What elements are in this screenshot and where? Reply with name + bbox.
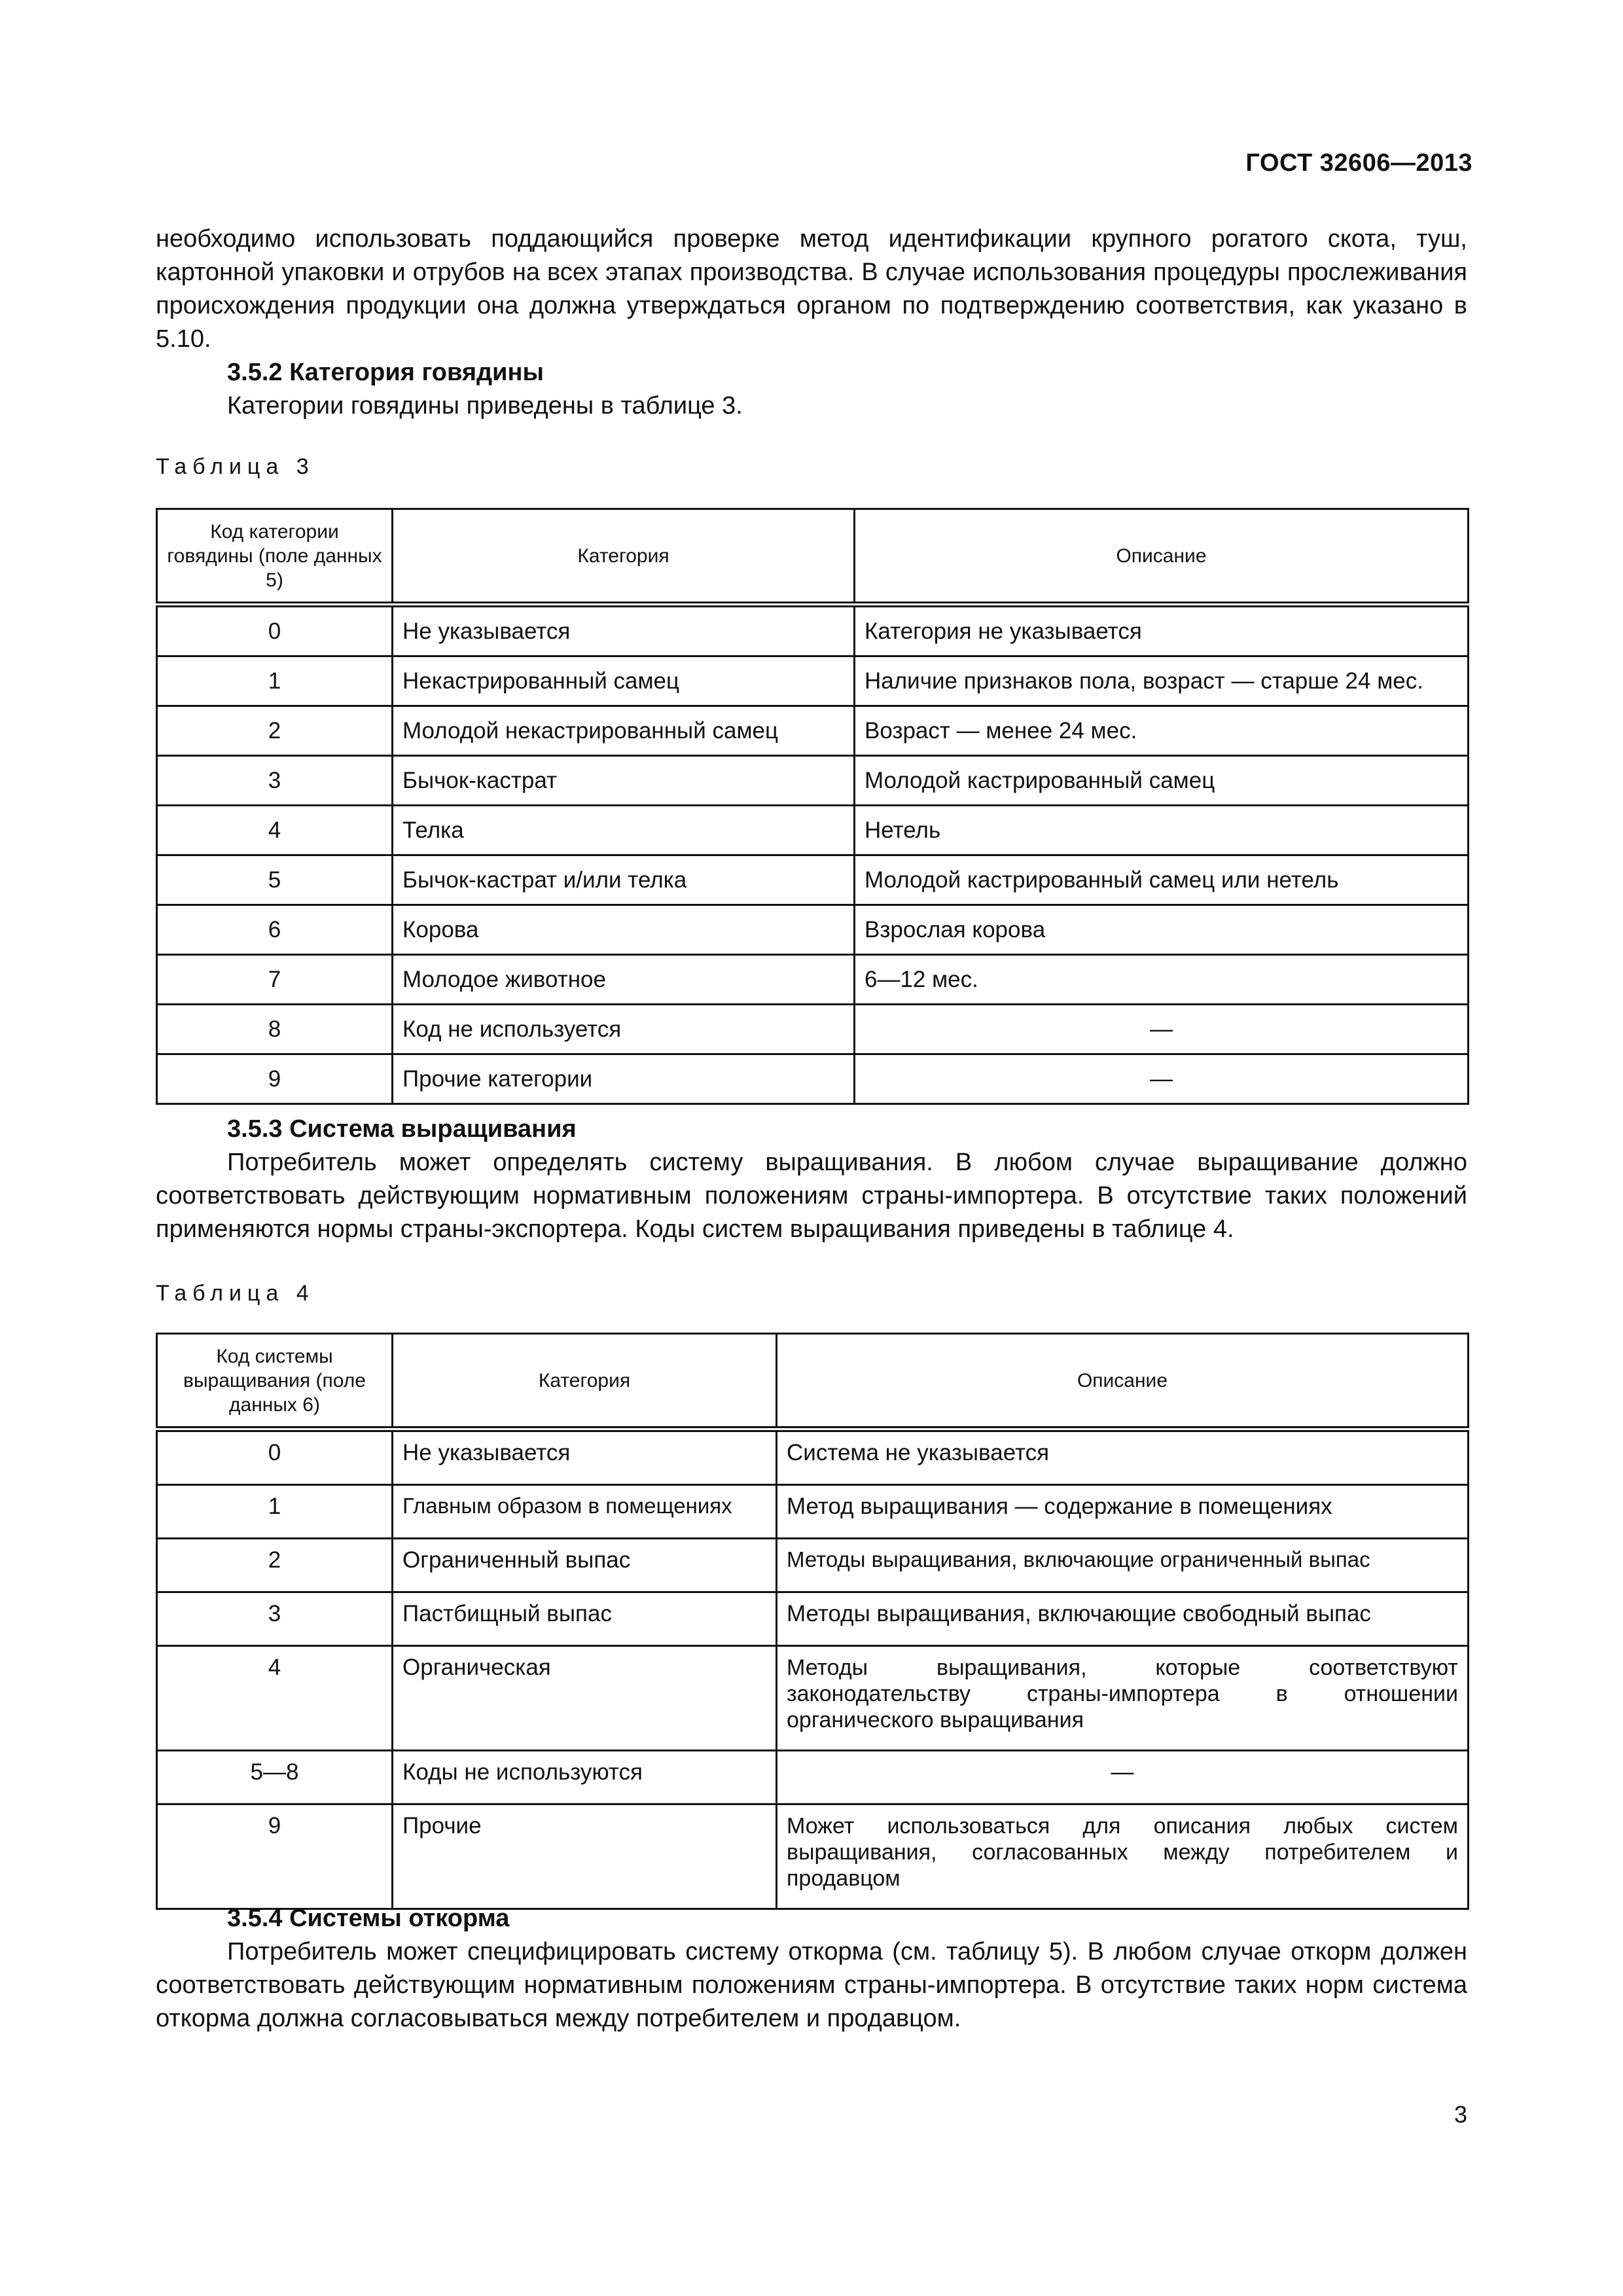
page-number: 3 <box>1454 2101 1467 2128</box>
code-cell: 9 <box>157 1054 393 1104</box>
description-cell: 6—12 мес. <box>855 955 1469 1005</box>
description-cell: Молодой кастрированный самец <box>855 756 1469 806</box>
table-3 <box>156 508 1469 1105</box>
category-cell: Молодой некастрированный самец <box>393 706 855 756</box>
code-cell: 4 <box>157 806 393 855</box>
section-3-5-3-text: Потребитель может определять систему выращивания. В любом случае выращивание должно соответствовать действующим нормативным положениям страны-импортера. В отсутствие таких положений применяются нормы страны-экспортера. Коды систем выращивания приведены в таблице 4. <box>156 1149 1467 1243</box>
table-row <box>157 1429 1469 1485</box>
category-cell: Органическая <box>393 1646 777 1751</box>
category-cell: Главным образом в помещениях <box>393 1485 777 1539</box>
code-cell: 8 <box>157 1005 393 1054</box>
code-cell: 0 <box>157 605 393 656</box>
table-row <box>157 706 1469 756</box>
description-cell: Методы выращивания, включающие ограниченный выпас <box>777 1539 1469 1592</box>
category-cell: Бычок-кастрат и/или телка <box>393 855 855 905</box>
table-row <box>157 1485 1469 1539</box>
description-cell: Система не указывается <box>777 1429 1469 1485</box>
code-cell: 1 <box>157 1485 393 1539</box>
section-3-5-4-heading: 3.5.4 Системы откорма <box>227 1905 510 1932</box>
table-4-header-category: Категория <box>393 1334 777 1429</box>
table-3-label: Таблица 3 <box>156 454 315 479</box>
category-cell: Код не используется <box>393 1005 855 1054</box>
section-3-5-3-heading: 3.5.3 Система выращивания <box>227 1115 577 1143</box>
category-cell: Корова <box>393 905 855 955</box>
code-cell: 1 <box>157 656 393 706</box>
description-cell: Может использоваться для описания любых систем выращивания, согласованных между потребителем и продавцом <box>777 1804 1469 1909</box>
category-cell: Ограниченный выпас <box>393 1539 777 1592</box>
category-cell: Телка <box>393 806 855 855</box>
table-row <box>157 1539 1469 1592</box>
table-3-header-code: Код категории говядины (поле данных 5) <box>157 509 393 605</box>
table-row <box>157 656 1469 706</box>
intro-section <box>156 223 1467 423</box>
table-3-header-description: Описание <box>855 509 1469 605</box>
description-cell: Методы выращивания, которые соответствуют законодательству страны-импортера в отношении органического выращивания <box>777 1646 1469 1751</box>
category-cell: Молодое животное <box>393 955 855 1005</box>
document-id: ГОСТ 32606—2013 <box>1245 149 1472 177</box>
code-cell: 2 <box>157 1539 393 1592</box>
table-row <box>157 1592 1469 1646</box>
description-cell: — <box>777 1751 1469 1804</box>
description-cell: Возраст — менее 24 мес. <box>855 706 1469 756</box>
category-cell: Прочие категории <box>393 1054 855 1104</box>
table-row <box>157 1804 1469 1909</box>
section-3-5-4-text: Потребитель может специфицировать систему откорма (см. таблицу 5). В любом случае откорм должен соответствовать действующим нормативным положениям страны-импортера. В отсутствие таких норм система откорма должна согласовываться между потребителем и продавцом. <box>156 1938 1467 2032</box>
table-4-header-code: Код системы выращивания (поле данных 6) <box>157 1334 393 1429</box>
category-cell: Бычок-кастрат <box>393 756 855 806</box>
table-4 <box>156 1333 1469 1910</box>
description-cell: — <box>855 1005 1469 1054</box>
section-3-5-4 <box>156 1902 1467 2036</box>
table-row <box>157 806 1469 855</box>
description-cell: Молодой кастрированный самец или нетель <box>855 855 1469 905</box>
table-4-label: Таблица 4 <box>156 1281 315 1306</box>
section-3-5-2-text: Категории говядины приведены в таблице 3. <box>227 392 743 420</box>
category-cell: Коды не используются <box>393 1751 777 1804</box>
code-cell: 5 <box>157 855 393 905</box>
table-row <box>157 905 1469 955</box>
code-cell: 3 <box>157 756 393 806</box>
description-cell: Взрослая корова <box>855 905 1469 955</box>
description-cell: Наличие признаков пола, возраст — старше 24 мес. <box>855 656 1469 706</box>
table-row <box>157 756 1469 806</box>
description-cell: Категория не указывается <box>855 605 1469 656</box>
section-3-5-3 <box>156 1113 1467 1246</box>
code-cell: 2 <box>157 706 393 756</box>
table-row <box>157 1005 1469 1054</box>
code-cell: 6 <box>157 905 393 955</box>
description-cell: — <box>855 1054 1469 1104</box>
category-cell: Прочие <box>393 1804 777 1909</box>
table-row <box>157 955 1469 1005</box>
section-3-5-2-heading: 3.5.2 Категория говядины <box>227 359 544 386</box>
code-cell: 4 <box>157 1646 393 1751</box>
category-cell: Не указывается <box>393 1429 777 1485</box>
description-cell: Нетель <box>855 806 1469 855</box>
table-row <box>157 1646 1469 1751</box>
table-row <box>157 605 1469 656</box>
table-row <box>157 1751 1469 1804</box>
code-cell: 7 <box>157 955 393 1005</box>
category-cell: Пастбищный выпас <box>393 1592 777 1646</box>
intro-paragraph: необходимо использовать поддающийся проверке метод идентификации крупного рогатого скота, туш, картонной упаковки и отрубов на всех этапах производства. В случае использования процедуры прослеживания происхождения продукции она должна утверждаться органом по подтверждению соответствия, как указано в 5.10. <box>156 225 1467 353</box>
code-cell: 5—8 <box>157 1751 393 1804</box>
category-cell: Некастрированный самец <box>393 656 855 706</box>
code-cell: 3 <box>157 1592 393 1646</box>
code-cell: 9 <box>157 1804 393 1909</box>
table-row <box>157 1054 1469 1104</box>
description-cell: Методы выращивания, включающие свободный выпас <box>777 1592 1469 1646</box>
code-cell: 0 <box>157 1429 393 1485</box>
table-3-header-category: Категория <box>393 509 855 605</box>
description-cell: Метод выращивания — содержание в помещениях <box>777 1485 1469 1539</box>
table-4-header-description: Описание <box>777 1334 1469 1429</box>
table-row <box>157 855 1469 905</box>
category-cell: Не указывается <box>393 605 855 656</box>
